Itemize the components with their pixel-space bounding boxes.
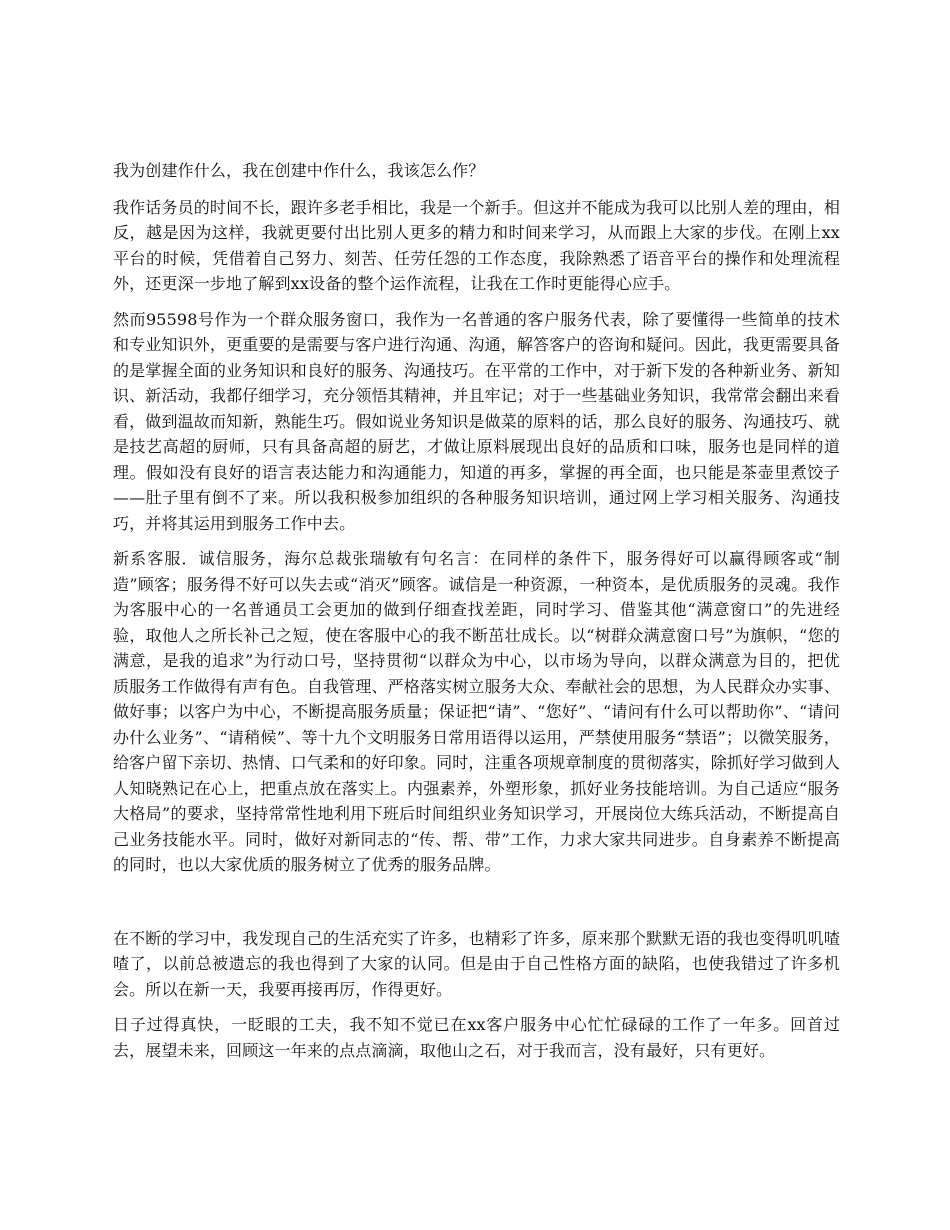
document-body xyxy=(113,158,840,1073)
paragraph-integrity-service: 新系客服．诚信服务，海尔总裁张瑞敏有句名言：在同样的条件下，服务得好可以赢得顾客或“制造”顾客；服务得不好可以失去或“消灭”顾客。诚信是一种资源，一种资本，是优质服务的灵魂。我作为客服中心的一名普通员工会更加的做到仔细查找差距，同时学习、借鉴其他“满意窗口”的先进经验，取他人之所长补己之短，使在客服中心的我不断茁壮成长。以“树群众满意窗口号”为旗帜，“您的满意，是我的追求”为行动口号，坚持贯彻“以群众为中心，以市场为导向，以群众满意为目的，把优质服务工作做得有声有色。自我管理、严格落实树立服务大众、奉献社会的思想，为人民群众办实事、做好事；以客户为中心，不断提高服务质量；保证把“请”、“您好”、“请问有什么可以帮助你”、“请问办什么业务”、“请稍候”、等十九个文明服务日常用语得以运用，严禁使用服务“禁语”；以微笑服务，给客户留下亲切、热情、口气柔和的好印象。同时，注重各项规章制度的贯彻落实，除抓好学习做到人人知晓熟记在心上，把重点放在落实上。内强素养，外塑形象，抓好业务技能培训。为自己适应“服务大格局”的要求，坚持常常性地利用下班后时间组织业务知识学习，开展岗位大练兵活动，不断提高自己业务技能水平。同时，做好对新同志的“传、帮、带”工作，力求大家共同进步。自身素养不断提高的同时，也以大家优质的服务树立了优秀的服务品牌。 xyxy=(113,549,840,874)
document-title: 我为创建作什么，我在创建中作什么，我该怎么作？ xyxy=(113,161,485,180)
paragraph-service-window: 然而95598号作为一个群众服务窗口，我作为一名普通的客户服务代表，除了要懂得一些简单的技术和专业知识外，更重要的是需要与客户进行沟通、沟通，解答客户的咨询和疑问。因此，我更需要具备的是掌握全面的业务知识和良好的服务、沟通技巧。在平常的工作中，对于新下发的各种新业务、新知识、新活动，我都仔细学习，充分领悟其精神，并且牢记；对于一些基础业务知识，我常常会翻出来看看，做到温故而知新，熟能生巧。假如说业务知识是做菜的原料的话，那么良好的服务、沟通技巧、就是技艺高超的厨师，只有具备高超的厨艺，才做让原料展现出良好的品质和口味，服务也是同样的道理。假如没有良好的语言表达能力和沟通能力，知道的再多，掌握的再全面，也只能是茶壶里煮饺子——肚子里有倒不了来。所以我积极参加组织的各种服务知识培训，通过网上学习相关服务、沟通技巧，并将其运用到服务工作中去。 xyxy=(113,309,840,533)
paragraph-learning: 在不断的学习中，我发现自己的生活充实了许多，也精彩了许多，原来那个默默无语的我也变得叽叽喳喳了，以前总被遗忘的我也得到了大家的认同。但是由于自己性格方面的缺陷，也使我错过了许多机会。所以在新一天，我要再接再厉，作得更好。 xyxy=(113,928,840,999)
paragraph-gap xyxy=(113,888,840,926)
paragraph-conclusion: 日子过得真快，一眨眼的工夫，我不知不觉已在xx客户服务中心忙忙碌碌的工作了一年多。回首过去，展望未来，回顾这一年来的点点滴滴，取他山之石，对于我而言，没有最好，只有更好。 xyxy=(113,1015,840,1060)
paragraph-newcomer: 我作话务员的时间不长，跟许多老手相比，我是一个新手。但这并不能成为我可以比别人差的理由，相反，越是因为这样，我就更要付出比别人更多的精力和时间来学习，从而跟上大家的步伐。在刚上xx平台的时候，凭借着自己努力、刻苦、任劳任怨的工作态度，我除熟悉了语音平台的操作和处理流程外，还更深一步地了解到xx设备的整个运作流程，让我在工作时更能得心应手。 xyxy=(113,197,840,293)
